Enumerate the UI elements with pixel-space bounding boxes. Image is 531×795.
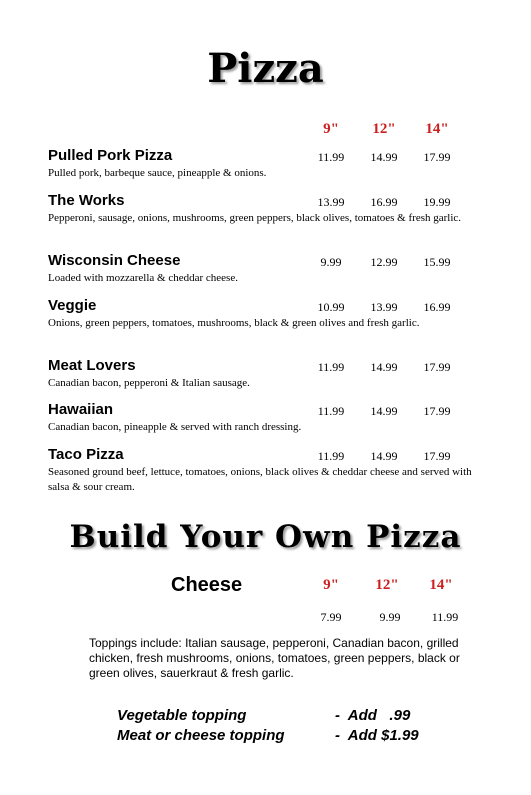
price-12: 13.99 [370, 300, 398, 314]
vegetable-topping-label: Vegetable topping [117, 707, 247, 724]
vegetable-topping-price: - Add .99 [335, 707, 411, 724]
price-14: 16.99 [423, 300, 451, 314]
item-name: Pulled Pork Pizza [48, 147, 173, 164]
price-9: 11.99 [317, 360, 345, 374]
price-9: 11.99 [317, 449, 345, 463]
size-header-9: 9" [323, 121, 339, 137]
price-9: 10.99 [317, 300, 345, 314]
price-12: 12.99 [370, 255, 398, 269]
item-description: Loaded with mozzarella & cheddar cheese. [48, 272, 238, 284]
cheese-price-12: 9.99 [379, 610, 401, 624]
item-name: The Works [48, 192, 125, 209]
byo-size-header-14: 14" [429, 577, 453, 593]
byo-size-header-12: 12" [375, 577, 399, 593]
meat-cheese-topping-price: - Add $1.99 [335, 727, 419, 744]
build-your-own-title: Build Your Own Pizza [69, 519, 462, 555]
cheese-label: Cheese [171, 574, 243, 596]
price-12: 14.99 [370, 404, 398, 418]
price-14: 17.99 [423, 404, 451, 418]
price-12: 16.99 [370, 195, 398, 209]
item-description: Onions, green peppers, tomatoes, mushrooms, black & green olives and fresh garlic. [48, 317, 420, 329]
price-9: 9.99 [320, 255, 342, 269]
item-name: Hawaiian [48, 401, 114, 418]
price-9: 11.99 [317, 404, 345, 418]
item-name: Taco Pizza [48, 446, 124, 463]
price-12: 14.99 [370, 360, 398, 374]
price-14: 17.99 [423, 449, 451, 463]
toppings-list: Toppings include: Italian sausage, pepperoni, Canadian bacon, grilled chicken, fresh mushrooms, onions, tomatoes, green peppers, black or green olives, sauerkraut & fresh garlic. [89, 636, 460, 680]
item-description: Seasoned ground beef, lettuce, tomatoes, onions, black olives & cheddar cheese and served with salsa & sour cream. [48, 466, 472, 493]
price-14: 17.99 [423, 360, 451, 374]
size-header-14: 14" [425, 121, 449, 137]
byo-size-header-9: 9" [323, 577, 339, 593]
cheese-price-9: 7.99 [320, 610, 342, 624]
price-14: 19.99 [423, 195, 451, 209]
price-9: 13.99 [317, 195, 345, 209]
price-12: 14.99 [370, 449, 398, 463]
price-14: 17.99 [423, 150, 451, 164]
item-description: Canadian bacon, pepperoni & Italian sausage. [48, 377, 250, 389]
item-description: Canadian bacon, pineapple & served with ranch dressing. [48, 421, 302, 433]
page-title: Pizza [207, 45, 324, 92]
item-name: Meat Lovers [48, 357, 136, 374]
cheese-price-14: 11.99 [431, 610, 459, 624]
item-name: Veggie [48, 297, 97, 314]
price-12: 14.99 [370, 150, 398, 164]
item-name: Wisconsin Cheese [48, 252, 181, 269]
item-description: Pulled pork, barbeque sauce, pineapple & onions. [48, 167, 267, 179]
price-14: 15.99 [423, 255, 451, 269]
price-9: 11.99 [317, 150, 345, 164]
size-header-12: 12" [372, 121, 396, 137]
item-description: Pepperoni, sausage, onions, mushrooms, green peppers, black olives, tomatoes & fresh garlic. [48, 212, 462, 224]
meat-cheese-topping-label: Meat or cheese topping [117, 727, 285, 744]
